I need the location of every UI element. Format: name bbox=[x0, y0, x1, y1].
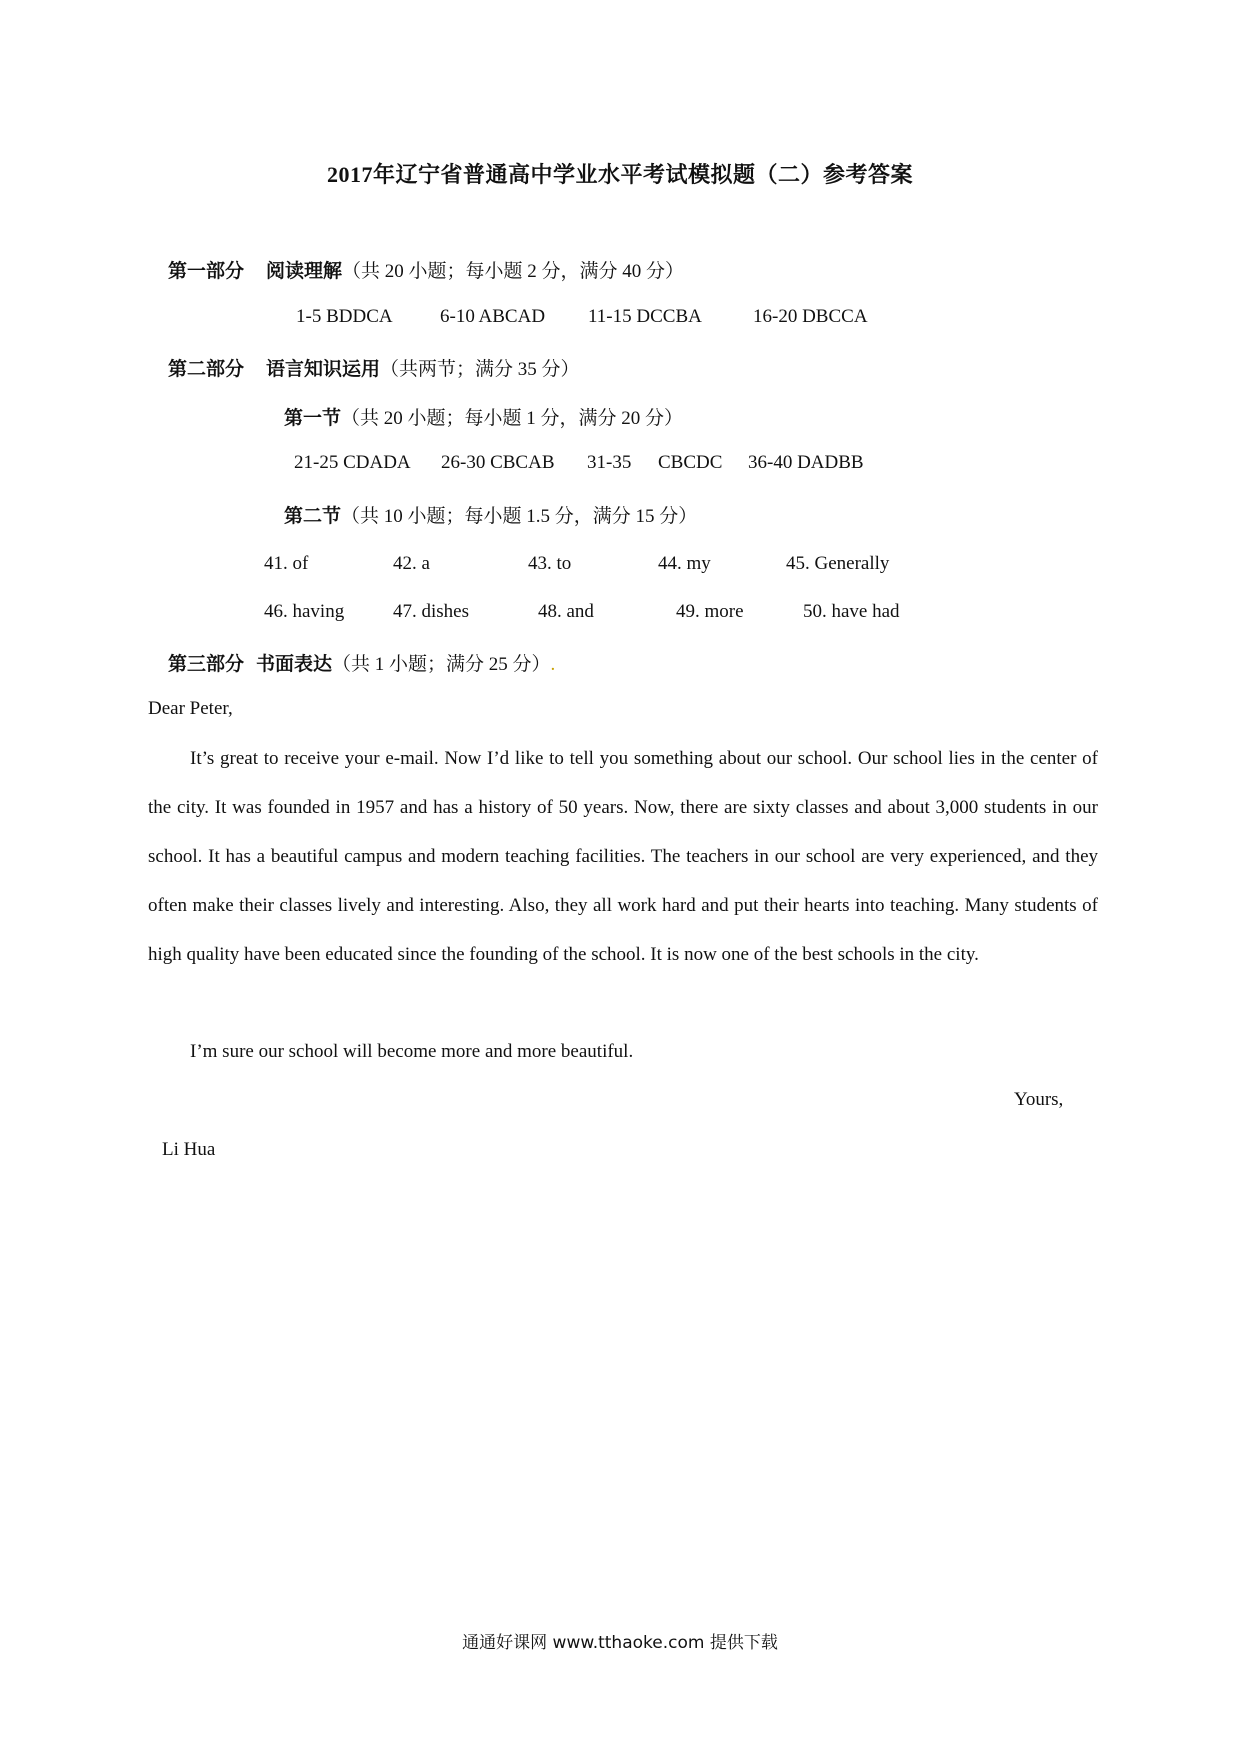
letter-closing-paragraph: I’m sure our school will become more and more beautiful. bbox=[190, 1041, 634, 1062]
part2-name: 语言知识运用 bbox=[266, 359, 381, 380]
section2-heading bbox=[284, 501, 697, 528]
section2-note: （共 10 小题；每小题 1.5 分，满分 15 分） bbox=[341, 506, 698, 527]
part1-name: 阅读理解 bbox=[266, 261, 343, 282]
answer-group: 1-5 BDDCA bbox=[296, 306, 393, 327]
answer-group: CBCDC bbox=[658, 452, 723, 473]
cloze-answer: 50. have had bbox=[803, 601, 900, 622]
letter-body: It’s great to receive your e-mail. Now I’d like to tell you something about our school. Our school lies in the center of the city. It was founded in 1957 and has a history of 50 years. Now, there are sixty classes and about 3,000 students in our school. It has a beautiful campus and modern teaching facilities. The teachers in our school are very experienced, and they often make their classes lively and interesting. Also, they all work hard and put their hearts into teaching. Many students of high quality have been educated since the founding of the school. It is now one of the best schools in the city. bbox=[148, 748, 1098, 965]
part1-label: 第一部分 bbox=[168, 261, 245, 282]
answer-group: 21-25 CDADA bbox=[294, 452, 411, 473]
cloze-answer: 42. a bbox=[393, 553, 430, 574]
part2-note: （共两节；满分 35 分） bbox=[380, 359, 580, 380]
part3-label: 第三部分 bbox=[168, 654, 245, 675]
part2-label: 第二部分 bbox=[168, 359, 245, 380]
answer-group: 31-35 bbox=[587, 452, 632, 473]
cloze-answer: 41. of bbox=[264, 553, 309, 574]
part1-note: （共 20 小题；每小题 2 分，满分 40 分） bbox=[342, 261, 685, 282]
section2-label: 第二节 bbox=[284, 506, 342, 527]
part3-dot: . bbox=[550, 654, 556, 675]
cloze-answer: 43. to bbox=[528, 553, 572, 574]
part2-heading bbox=[168, 354, 580, 381]
part3-heading bbox=[168, 649, 555, 676]
answer-group: 6-10 ABCAD bbox=[440, 306, 546, 327]
letter-salutation: Dear Peter, bbox=[148, 698, 233, 719]
cloze-answer: 47. dishes bbox=[393, 601, 469, 622]
section1-heading bbox=[284, 403, 683, 430]
answer-group: 11-15 DCCBA bbox=[588, 306, 702, 327]
answer-group: 26-30 CBCAB bbox=[441, 452, 555, 473]
section1-note: （共 20 小题；每小题 1 分，满分 20 分） bbox=[341, 408, 684, 429]
cloze-answer: 45. Generally bbox=[786, 553, 890, 574]
page-footer: 通通好课网 www.tthaoke.com 提供下载 bbox=[462, 1633, 778, 1653]
cloze-answer: 48. and bbox=[538, 601, 594, 622]
answer-group: 16-20 DBCCA bbox=[753, 306, 868, 327]
cloze-answer: 46. having bbox=[264, 601, 345, 622]
section1-label: 第一节 bbox=[284, 408, 342, 429]
cloze-answer: 49. more bbox=[676, 601, 744, 622]
page-title: 2017年辽宁省普通高中学业水平考试模拟题（二）参考答案 bbox=[326, 162, 913, 187]
letter-signoff: Yours, bbox=[1014, 1089, 1064, 1110]
cloze-answer: 44. my bbox=[658, 553, 711, 574]
letter-signature-name: Li Hua bbox=[162, 1139, 216, 1160]
part1-heading bbox=[168, 256, 684, 283]
part3-note: （共 1 小题；满分 25 分） bbox=[332, 654, 551, 675]
answer-group: 36-40 DADBB bbox=[748, 452, 864, 473]
part3-name: 书面表达 bbox=[256, 654, 333, 675]
